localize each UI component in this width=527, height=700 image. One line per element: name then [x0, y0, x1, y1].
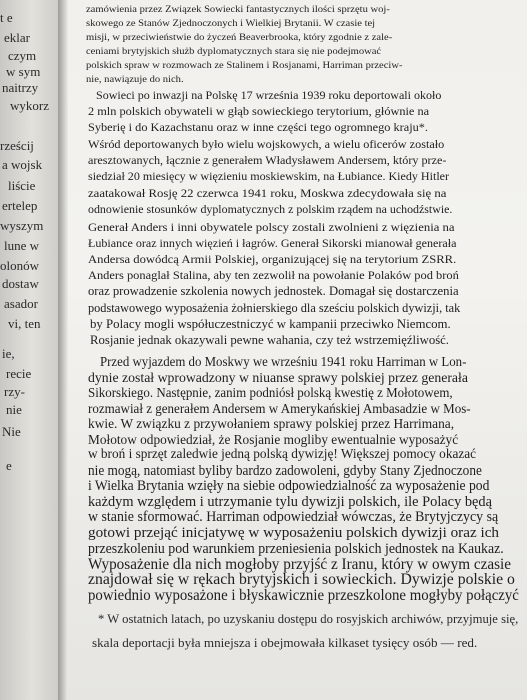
body-text-line: nie, nawiązuje do nich. [86, 74, 184, 85]
left-page-text-fragment: dostaw [2, 276, 39, 291]
left-page-text-fragment: olonów [0, 258, 39, 273]
left-page-text-fragment: eklar [4, 30, 30, 45]
body-text-line: Sowieci po inwazji na Polskę 17 września 1939 roku deportowali około [96, 90, 442, 102]
body-text-line: powiednio wyposażone i błyskawicznie przeszkolone mogłyby połączyć [88, 586, 519, 604]
left-page-text-fragment: czym [8, 48, 37, 63]
footnote-line: skala deportacji była mniejsza i obejmowała kilkaset tysięcy osób — red. [92, 636, 478, 650]
body-text-line: zamówienia przez Związek Sowiecki fantastycznych ilości sprzętu woj- [86, 4, 390, 15]
body-text-line: nie mogą, natomiast byliby bardzo zadowoleni, gdyby Stany Zjednoczone [88, 462, 482, 479]
book-gutter [58, 0, 68, 700]
left-page-text-fragment: rześcij [0, 138, 34, 153]
body-text-line: skowego ze Stanów Zjednoczonych i Wielkiej Brytanii. W czasie tej [86, 18, 376, 29]
left-page-text-fragment: nie [6, 402, 22, 417]
body-text-line: Rosjanie jednak okazywali pewne wahania, czy też wstrzemięźliwość. [90, 333, 449, 347]
body-text-line: by Polacy mogli współuczestniczyć w kampanii przeciwko Niemcom. [90, 316, 451, 331]
body-text-line: każdym względem i utrzymanie tylu dywizji polskich, ile Polacy będą [88, 493, 492, 510]
body-text-line: Łubiance oraz innych więzień i łagrów. Generał Sikorski mianował generała [88, 235, 457, 250]
left-page-text-fragment: recie [6, 366, 32, 381]
body-text-line: Sikorskiego. Następnie, zanim podniósł polską kwestię z Mołotowem, [88, 385, 453, 400]
body-text-line: i Wielka Brytania wzięły na siebie odpowiedzialność za wyposażenie pod [88, 478, 490, 494]
left-page-text-fragment: asador [4, 296, 38, 311]
body-text-line: polskich spraw w rozmowach ze Stalinem i Rosjanami, Harriman przeciw- [86, 60, 403, 71]
left-page-text-fragment: naitrzy [2, 80, 39, 95]
body-text-line: siedział 20 miesięcy w więzieniu moskiewskim, na Łubiance. Kiedy Hitler [88, 171, 450, 183]
right-page [68, 0, 527, 700]
body-text-line: w stanie sformować. Harriman odpowiedział wówczas, że Brytyjczycy są [88, 509, 499, 525]
left-page-text-fragment: e [6, 458, 12, 473]
body-text-line: 2 mln polskich obywateli w głąb sowieckiego terytorium, głównie na [88, 106, 430, 119]
left-page-edge [0, 0, 58, 700]
body-text-line: Andersa dowódcą Armii Polskiej, organizującej się na terytorium ZSRR. [88, 252, 457, 266]
body-text-line: Przed wyjazdem do Moskwy we wrześniu 1941 roku Harriman w Lon- [100, 354, 467, 369]
body-text-line: Generał Anders i inni obywatele polscy zostali zwolnieni z więzienia na [88, 219, 455, 234]
footnote-line: * W ostatnich latach, po uzyskaniu dostępu do rosyjskich archiwów, przyjmuje się, [98, 612, 519, 626]
left-page-text-fragment: w sym [6, 64, 41, 79]
left-page-text-fragment: t e [0, 10, 13, 25]
body-text-line: Syberię i do Kazachstanu oraz w inne części tego ogromnego kraju*. [88, 122, 429, 135]
body-text-line: misji, w przeciwieństwie do życzeń Beaverbrooka, który zgodnie z zale- [86, 32, 393, 43]
body-text-line: Wśród deportowanych było wielu wojskowych, a wielu oficerów zostało [88, 138, 445, 151]
left-page-text-fragment: vi, ten [8, 316, 41, 331]
left-page-text-fragment: rzy- [4, 384, 25, 399]
body-text-line: przeszkoleniu pod warunkiem przeniesienia polskich jednostek na Kaukaz. [88, 540, 504, 557]
body-text-line: odnowienie stosunków dyplomatycznych z polskim rządem na uchodźstwie. [88, 203, 453, 217]
body-text-line: dynie został wprowadzony w niuanse sprawy polskiej przez generała [88, 369, 468, 385]
left-page-text-fragment: Nie [2, 424, 21, 439]
body-text-line: ceniami brytyjskich służb dyplomatycznych stara się nie podejmować [86, 46, 382, 57]
body-text-line: podstawowego wyposażenia żołnierskiego dla sześciu polskich dywizji, tak [88, 300, 461, 315]
left-page-text-fragment: liście [8, 178, 36, 193]
left-page-text-fragment: ertelep [2, 198, 38, 213]
body-text-line: w broń i sprzęt zaledwie jedną polską dywizję! Większej pomocy okazać [88, 447, 477, 462]
left-page-text-fragment: a wojsk [2, 157, 43, 172]
body-text-line: oraz prowadzenie szkolenia nowych jednostek. Domagał się dostarczenia [88, 284, 459, 299]
body-text-line: Mołotow odpowiedział, że Rosjanie mogliby ewentualnie wyposażyć [88, 431, 459, 447]
body-text-line: aresztowanych, łącznie z generałem Władysławem Andersem, który prze- [88, 154, 447, 167]
left-page-text-fragment: lune w [4, 238, 40, 253]
body-text-line: rozmawiał z generałem Andersem w Amerykańskiej Ambasadzie w Mos- [88, 400, 471, 416]
body-text-line: gotowi przejąć inicjatywę w wyposażeniu polskich dywizji oraz ich [88, 524, 500, 541]
body-text-line: kwie. W związku z przywołaniem sprawy polskiej przez Harrimana, [88, 416, 455, 431]
body-text-line: znajdował się w rękach brytyjskich i sowieckich. Dywizje polskie o [88, 571, 515, 588]
left-page-text-fragment: ie, [2, 346, 15, 361]
left-page-text-fragment: wykorz [10, 98, 49, 113]
body-text-line: Anders ponaglał Stalina, aby ten zezwolił na powołanie Polaków pod broń [88, 268, 459, 283]
body-text-line: Wyposażenie dla nich mogłoby przyjść z Iranu, który w owym czasie [88, 555, 512, 573]
left-page-text-fragment: wyszym [0, 218, 44, 233]
body-text-line: zaatakował Rosję 22 czerwca 1941 roku, Moskwa zdecydowała się na [88, 187, 447, 201]
